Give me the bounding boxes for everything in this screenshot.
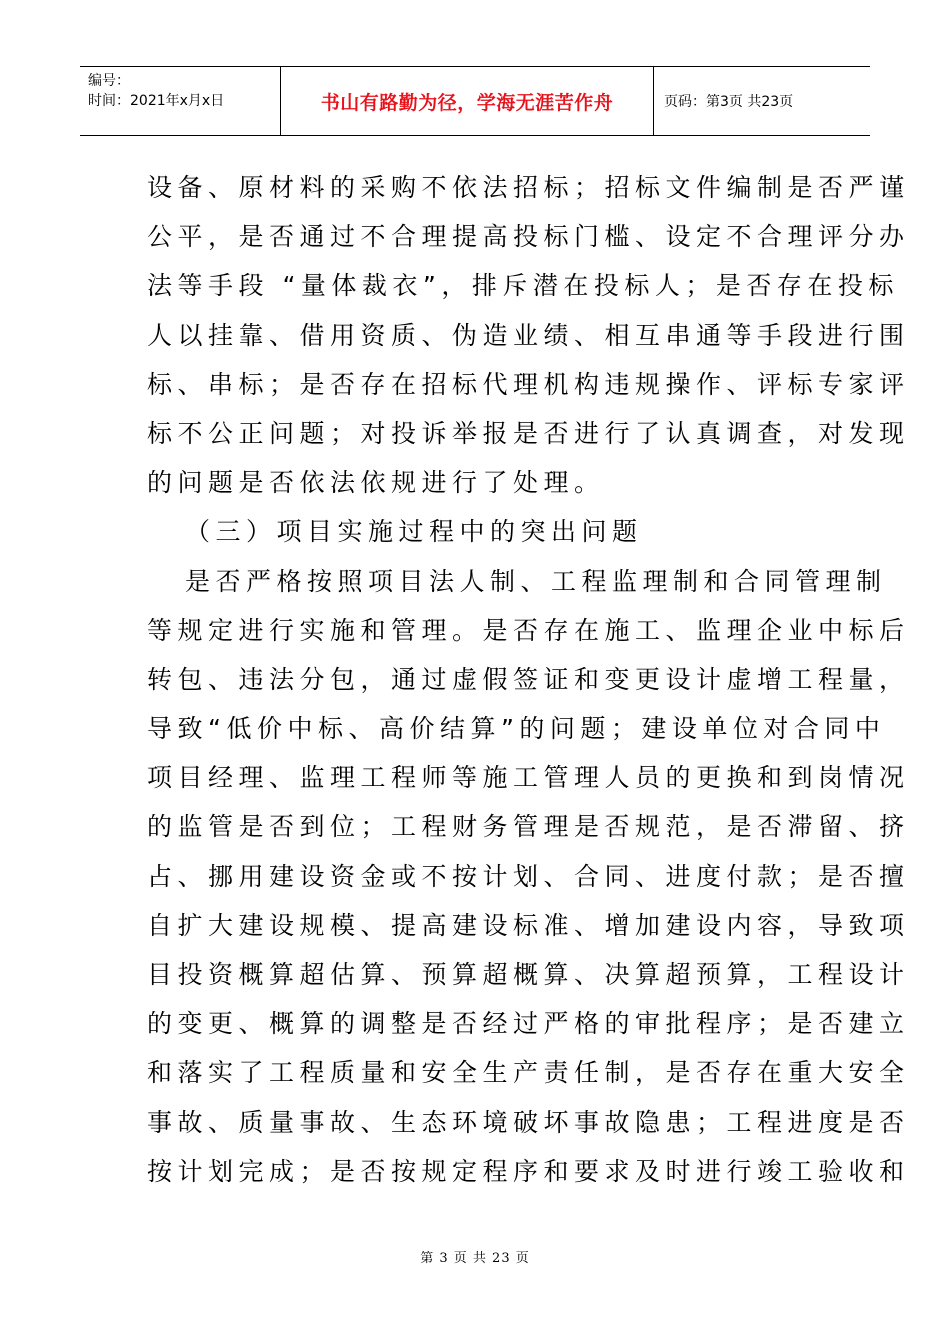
body-line: 事故、质量事故、生态环境破坏事故隐患；工程进度是否 (147, 1107, 910, 1137)
paragraph-first-line: 是否严格按照项目法人制、工程监理制和合同管理制 (185, 566, 887, 596)
body-line: 的监管是否到位；工程财务管理是否规范，是否滞留、挤 (147, 812, 910, 842)
header-meta-cell (80, 67, 281, 135)
document-header (80, 66, 870, 136)
document-body (147, 163, 910, 1196)
body-line: 导致“低价中标、高价结算”的问题；建设单位对合同中 (147, 714, 886, 744)
body-line: 法等手段 “量体裁衣”，排斥潜在投标人；是否存在投标 (147, 271, 899, 301)
body-line: 设备、原材料的采购不依法招标；招标文件编制是否严谨 (147, 173, 910, 202)
section-heading: （三）项目实施过程中的突出问题 (185, 517, 643, 547)
body-line: 标、串标；是否存在招标代理机构违规操作、评标专家评 (147, 369, 910, 399)
body-line: 按计划完成；是否按规定程序和要求及时进行竣工验收和 (147, 1156, 910, 1186)
body-line: 的变更、概算的调整是否经过严格的审批程序；是否建立 (147, 1009, 910, 1039)
document-time-label: 时间：2021年x月x日 (88, 93, 225, 109)
body-line: 项目经理、监理工程师等施工管理人员的更换和到岗情况 (147, 763, 910, 793)
body-line: 和落实了工程质量和安全生产责任制，是否存在重大安全 (147, 1058, 910, 1088)
body-line: 标不公正问题；对投诉举报是否进行了认真调查，对发现 (147, 418, 910, 448)
body-line: 占、挪用建设资金或不按计划、合同、进度付款；是否擅 (147, 861, 910, 891)
header-page-number: 页码：第3页 共23页 (664, 94, 794, 110)
body-line: 人以挂靠、借用资质、伪造业绩、相互串通等手段进行围 (147, 320, 910, 350)
body-line: 转包、违法分包，通过虚假签证和变更设计虚增工程量， (147, 664, 910, 694)
page-footer: 第 3 页 共 23 页 (420, 1251, 530, 1266)
body-line: 的问题是否依法依规进行了处理。 (147, 468, 605, 498)
document-number-label: 编号： (88, 73, 130, 89)
header-motto: 书山有路勤为径，学海无涯苦作舟 (281, 67, 654, 135)
body-line: 等规定进行实施和管理。是否存在施工、监理企业中标后 (147, 615, 910, 645)
body-line: 自扩大建设规模、提高建设标准、增加建设内容，导致项 (147, 910, 910, 940)
body-line: 公平，是否通过不合理提高投标门槛、设定不合理评分办 (147, 222, 910, 252)
body-line: 目投资概算超估算、预算超概算、决算超预算，工程设计 (147, 960, 910, 989)
